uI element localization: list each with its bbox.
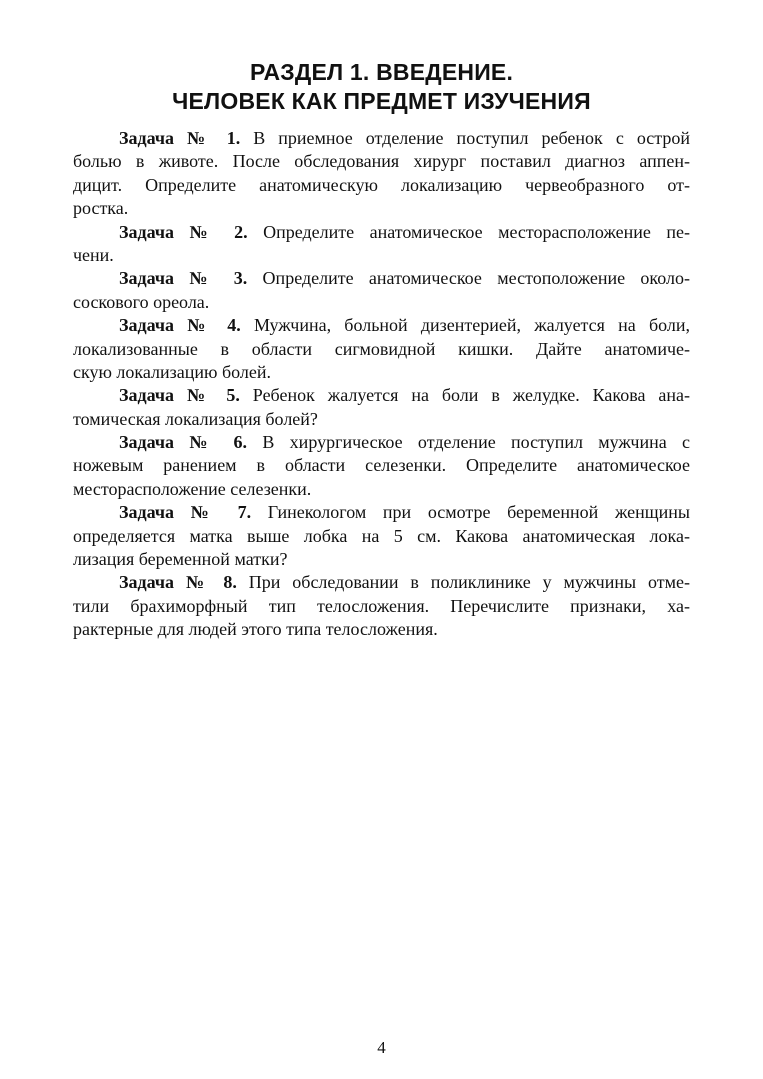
task-line <box>73 454 690 477</box>
task-paragraph <box>73 221 690 268</box>
task-text: болью в животе. После обследования хирург поставил диагноз аппен- <box>73 151 690 172</box>
task-line <box>73 197 690 220</box>
task-paragraph <box>73 384 690 431</box>
task-line <box>73 431 690 454</box>
task-paragraph <box>73 314 690 384</box>
task-label: Задача № 1. <box>119 128 241 148</box>
task-line <box>73 244 690 267</box>
task-text: Определите анатомическое месторасположение пе- <box>247 221 691 242</box>
task-line <box>73 127 690 150</box>
task-text: определяется матка выше лобка на 5 см. Какова анатомическая лока- <box>73 525 690 546</box>
task-line <box>73 501 690 524</box>
page-number: 4 <box>377 1038 386 1057</box>
task-text: ножевым ранением в области селезенки. Определите анатомическое <box>73 455 690 476</box>
task-line <box>73 291 690 314</box>
task-text: томическая локализация болей? <box>73 408 318 429</box>
task-text: дицит. Определите анатомическую локализацию червеобразного от- <box>73 174 690 195</box>
task-paragraph <box>73 267 690 314</box>
task-line <box>73 548 690 571</box>
task-text: При обследовании в поликлинике у мужчины отме- <box>236 572 690 593</box>
task-label: Задача № 2. <box>119 221 248 242</box>
task-text: чени. <box>73 244 114 265</box>
task-text: локализованные в области сигмовидной кишки. Дайте анатомиче- <box>73 338 690 359</box>
task-text: месторасположение селезенки. <box>73 478 312 499</box>
task-line <box>73 408 690 431</box>
task-line <box>73 525 690 548</box>
task-label: Задача № 4. <box>119 315 241 336</box>
task-line <box>73 478 690 501</box>
task-text: Определите анатомическое местоположение около- <box>247 268 690 289</box>
task-text: рактерные для людей этого типа телосложения. <box>73 619 438 640</box>
section-heading <box>60 58 703 116</box>
task-text: В хирургическое отделение поступил мужчина с <box>247 432 691 453</box>
task-line <box>73 150 690 173</box>
task-line <box>73 595 690 618</box>
task-line <box>73 174 690 197</box>
task-text: тили брахиморфный тип телосложения. Перечислите признаки, ха- <box>73 595 690 616</box>
task-label: Задача № 5. <box>119 385 240 406</box>
task-label: Задача № 6. <box>119 432 248 453</box>
task-line <box>73 384 690 407</box>
task-text: скую локализацию болей. <box>73 361 271 382</box>
task-paragraph <box>73 127 690 221</box>
task-line <box>73 361 690 384</box>
task-text: лизация беременной матки? <box>73 549 288 570</box>
task-paragraph <box>73 501 690 571</box>
task-label: Задача № 7. <box>119 502 252 523</box>
task-list <box>73 127 690 642</box>
task-label: Задача № 3. <box>119 268 248 289</box>
section-heading-line-2: ЧЕЛОВЕК КАК ПРЕДМЕТ ИЗУЧЕНИЯ <box>172 88 591 114</box>
task-line <box>73 267 690 290</box>
task-line <box>73 571 690 594</box>
task-paragraph <box>73 431 690 501</box>
task-text: Гинекологом при осмотре беременной женщины <box>251 502 691 523</box>
task-text: соскового ореола. <box>73 291 210 312</box>
task-label: Задача № 8. <box>119 572 237 593</box>
task-text: ростка. <box>73 198 129 219</box>
task-text: В приемное отделение поступил ребенок с острой <box>240 128 690 148</box>
task-line <box>73 314 690 337</box>
task-text: Мужчина, больной дизентерией, жалуется на боли, <box>240 315 690 336</box>
task-paragraph <box>73 571 690 641</box>
task-text: Ребенок жалуется на боли в желудке. Какова ана- <box>239 385 691 406</box>
task-line <box>73 618 690 641</box>
task-line <box>73 221 690 244</box>
task-line <box>73 338 690 361</box>
section-heading-line-1: РАЗДЕЛ 1. ВВЕДЕНИЕ. <box>249 59 514 85</box>
